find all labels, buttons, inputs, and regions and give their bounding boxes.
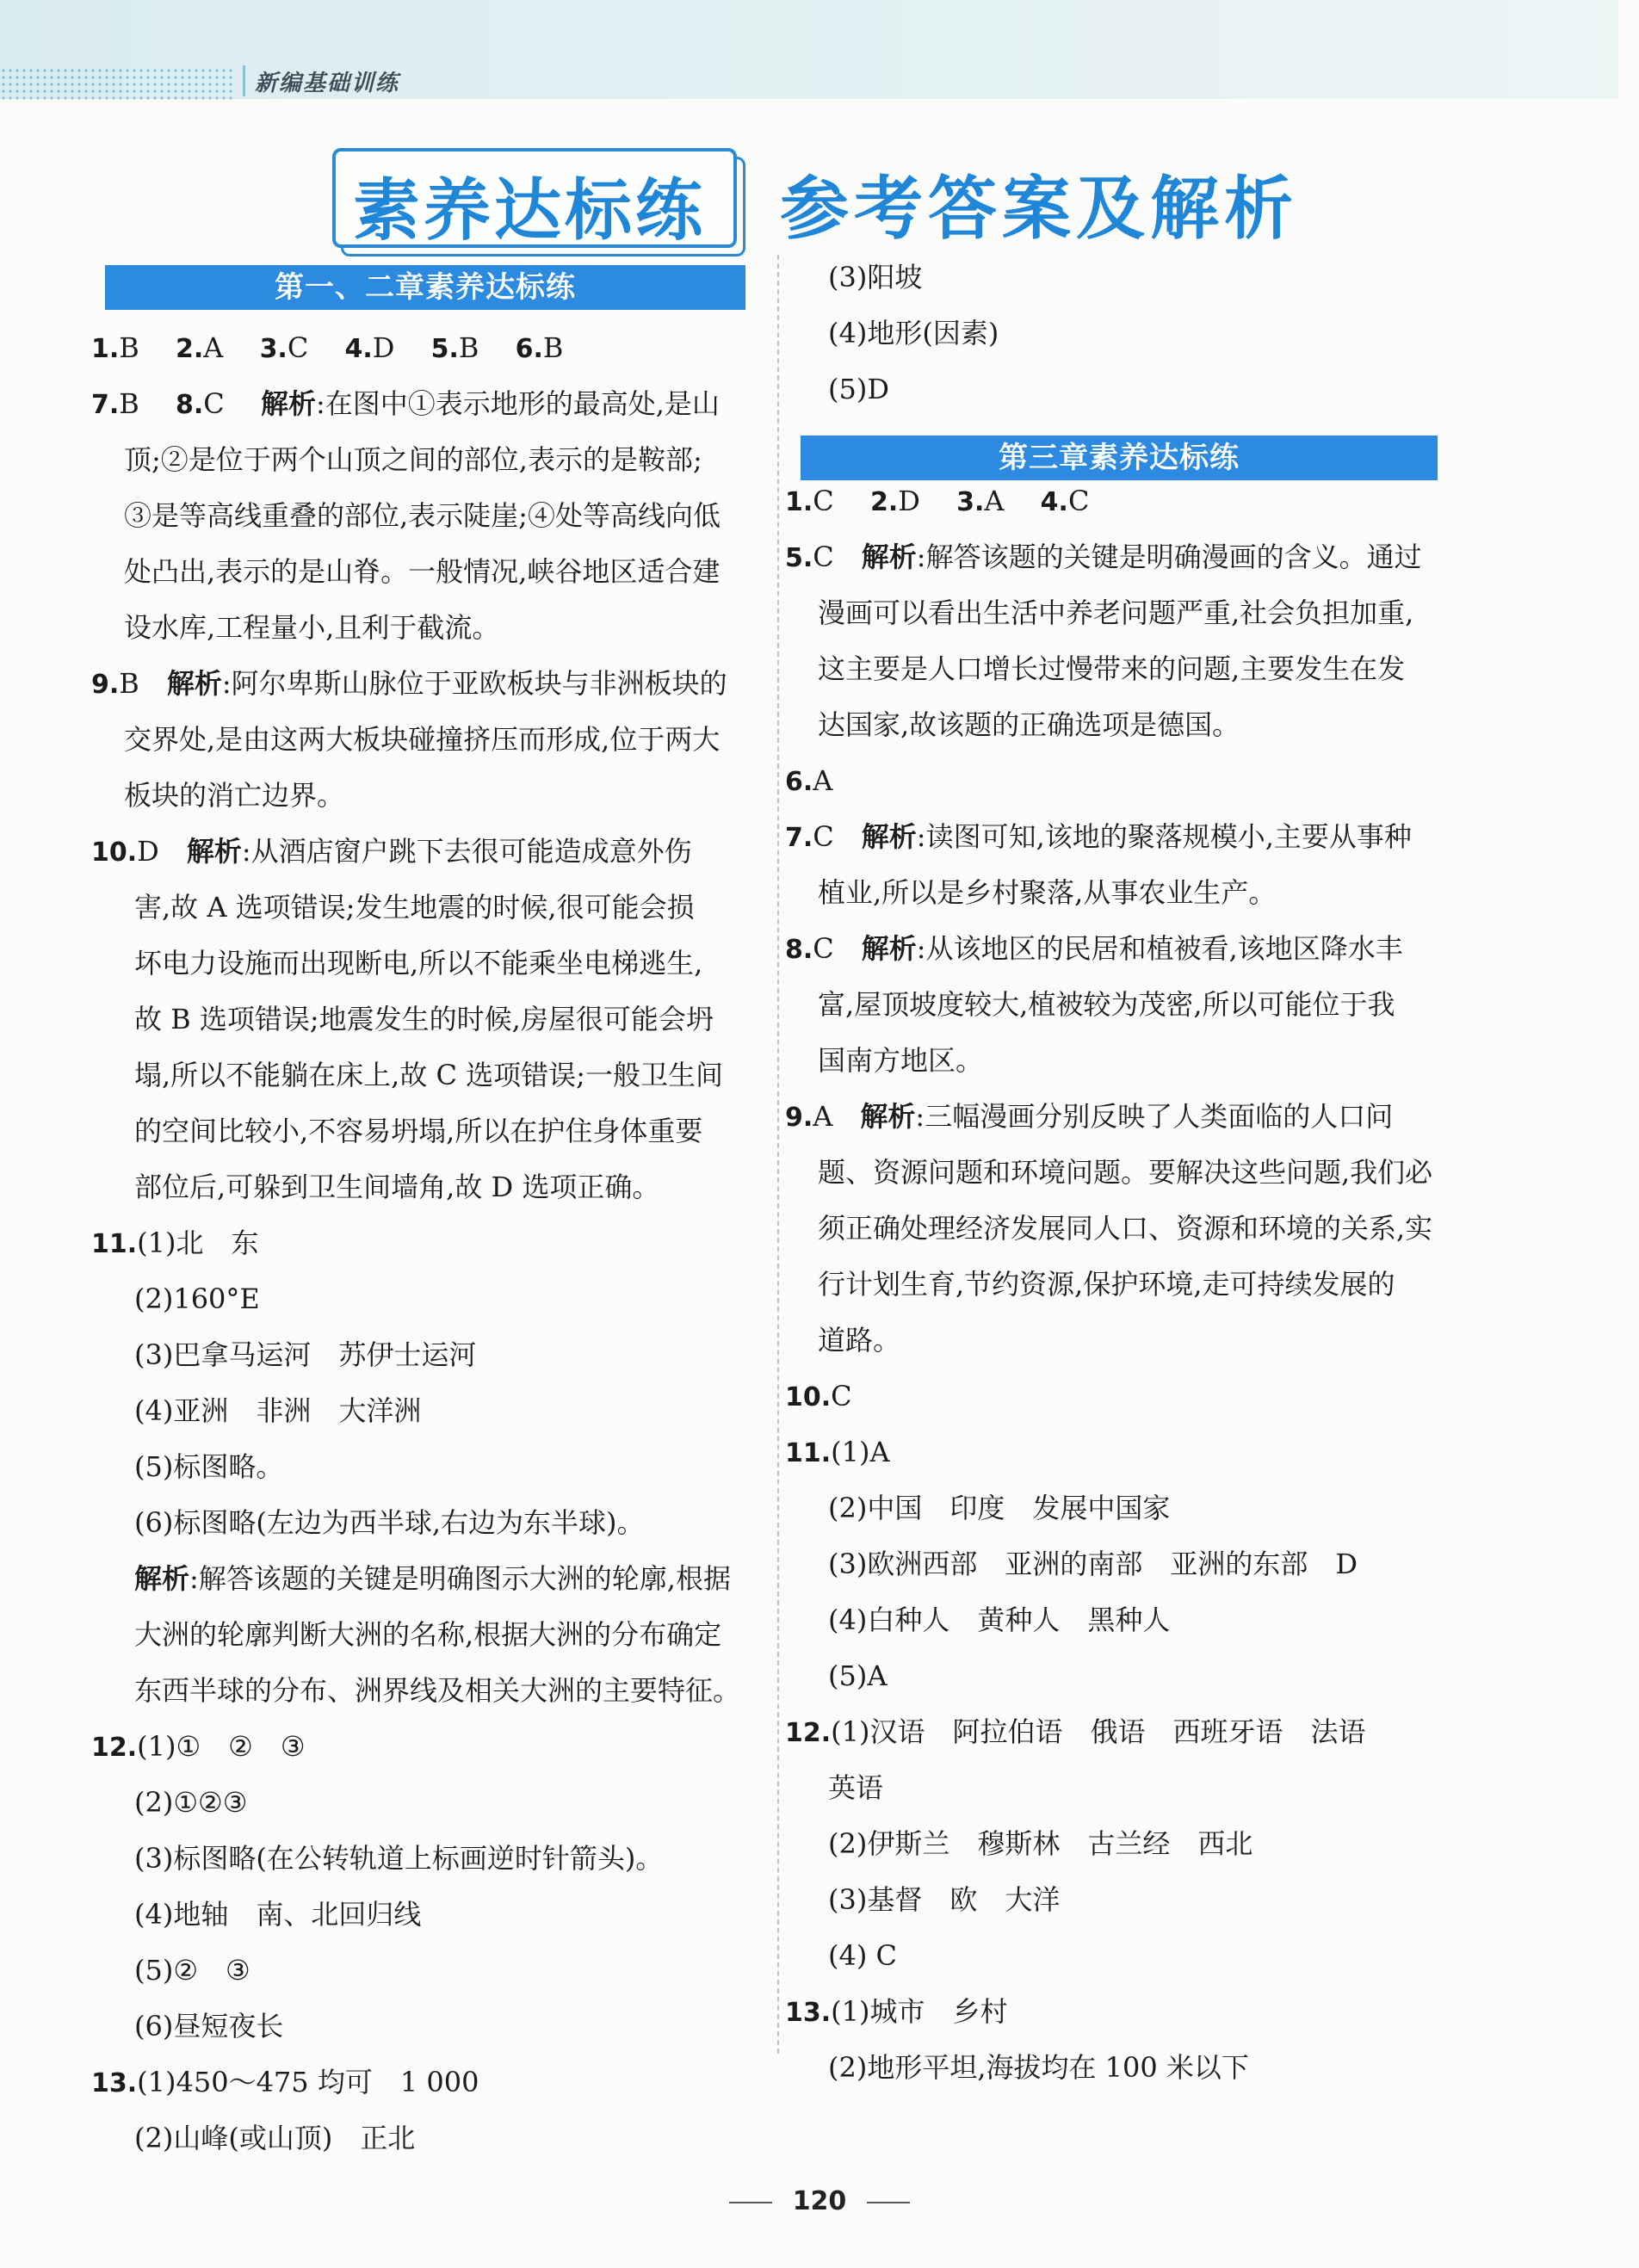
answer: A [203,331,251,364]
analysis-text: :阿尔卑斯山脉位于亚欧板块与非洲板块的 [221,667,727,700]
analysis-text: 须正确处理经济发展同人口、资源和环境的关系,实 [818,1212,1433,1245]
answer: C [287,331,337,364]
answer-10 [785,1369,1457,1424]
answer: B [119,331,167,364]
analysis-text: 达国家,故该题的正确选项是德国。 [818,708,1240,741]
answer-10 [91,824,766,880]
answer: (3)标图略(在公转轨道上标画逆时针箭头)。 [134,1842,664,1875]
answer: C [813,820,862,853]
analysis-text: 坏电力设施而出现断电,所以不能乘坐电梯逃生, [134,947,703,980]
answer: (2)地形平坦,海拔均在 100 米以下 [828,2051,1249,2084]
q-number: 11. [91,1229,138,1259]
page-number-dash-left [729,2202,772,2203]
analysis-label: 解析 [861,820,917,853]
analysis-text: 东西半球的分布、洲界线及相关大洲的主要特征。 [134,1674,741,1707]
analysis-text: 的空间比较小,不容易坍塌,所以在护住身体重要 [134,1115,703,1147]
left-column [91,320,766,2166]
q-number: 2. [869,487,899,517]
analysis-text: 部位后,可躲到卫生间墙角,故 D 选项正确。 [134,1171,660,1203]
answer-row-1-6 [91,320,766,376]
right-column [785,250,1457,2096]
analysis-text: 植业,所以是乡村聚落,从事农业生产。 [818,876,1277,909]
q-number: 9. [91,670,120,700]
analysis-text: 大洲的轮廓判断大洲的名称,根据大洲的分布确定 [134,1618,722,1651]
q-number: 4. [344,334,373,364]
answer: (1)汉语 阿拉伯语 俄语 西班牙语 法语 [831,1715,1366,1748]
page-number-value: 120 [792,2186,847,2216]
q-number: 12. [785,1718,832,1748]
header-dot-pattern [0,67,232,100]
answer: C [1067,485,1090,517]
q-number: 10. [91,837,138,868]
analysis-text: :在图中①表示地形的最高处,是山 [315,387,720,420]
answer-7-8 [91,376,766,432]
analysis-text: :从酒店窗户跳下去很可能造成意外伤 [241,835,692,868]
answer: (5)② ③ [134,1954,250,1987]
q-number: 9. [785,1103,813,1133]
analysis-label: 解析 [861,541,917,573]
answer: B [119,667,167,700]
answer-11-1 [785,1424,1457,1480]
answer-6 [785,753,1457,809]
answer: 英语 [828,1771,884,1804]
answer-9 [91,656,766,712]
analysis-text: 交界处,是由这两大板块碰撞挤压而形成,位于两大 [124,723,721,756]
answer-7 [785,809,1457,865]
q-number: 4. [1040,487,1068,517]
q-number: 5. [785,543,813,573]
header-divider [243,65,245,96]
q-number: 8. [785,935,813,965]
answer: C [831,1380,852,1412]
answer: (2)山峰(或山顶) 正北 [134,2122,416,2154]
q-number: 13. [785,1998,832,2028]
q-number: 3. [259,334,288,364]
answer: (4) C [828,1939,897,1972]
series-name: 新编基础训练 [255,71,400,96]
q-number: 7. [785,823,813,853]
title-boxed-text: 素养达标练 [353,172,707,250]
section-heading-ch3: 第三章素养达标练 [801,436,1438,480]
q-number: 13. [91,2068,138,2098]
q-number: 6. [785,767,813,797]
answer-12-1 [785,1704,1457,1760]
answer-row-1-4 [785,473,1457,529]
answer: (2)160°E [134,1282,260,1315]
analysis-text: 塌,所以不能躺在床上,故 C 选项错误;一般卫生间 [134,1059,723,1091]
answer: C [813,932,862,965]
answer: (4)地轴 南、北回归线 [134,1898,422,1931]
answer: B [542,331,564,364]
answer-12-1 [91,1719,766,1775]
analysis-text: 这主要是人口增长过慢带来的问题,主要发生在发 [818,652,1406,685]
analysis-text: 题、资源问题和环境问题。要解决这些问题,我们必 [818,1156,1433,1189]
q-number: 12. [91,1733,138,1763]
answer: (6)昼短夜长 [134,2010,284,2042]
q-number: 11. [785,1438,832,1468]
analysis-text: 处凸出,表示的是山脊。一般情况,峡谷地区适合建 [124,555,721,588]
answer: (1)① ② ③ [137,1730,306,1763]
answer: (6)标图略(左边为西半球,右边为东半球)。 [134,1506,645,1539]
analysis-text: 顶;②是位于两个山顶之间的部位,表示的是鞍部; [124,443,702,476]
answer: (1)北 东 [137,1227,259,1259]
analysis-text: 行计划生育,节约资源,保护环境,走可持续发展的 [818,1268,1395,1301]
section-heading-ch1-2: 第一、二章素养达标练 [105,265,745,310]
answer: A [813,764,833,797]
q-number: 1. [91,334,120,364]
answer: (3)欧洲西部 亚洲的南部 亚洲的东部 D [828,1548,1358,1580]
q-number: 1. [785,487,813,517]
analysis-11 [91,1551,766,1607]
analysis-text: 国南方地区。 [818,1044,984,1077]
analysis-label: 解析 [186,835,242,868]
analysis-text: 设水库,工程量小,且利于截流。 [124,611,500,644]
answer: (1)A [831,1436,890,1468]
analysis-text: 道路。 [818,1324,901,1356]
analysis-text: :读图可知,该地的聚落规模小,主要从事种 [916,820,1412,853]
answer: (2)中国 印度 发展中国家 [828,1492,1171,1524]
answer: (3)基督 欧 大洋 [828,1883,1061,1916]
answer-8 [785,921,1457,977]
answer: C [813,541,862,573]
analysis-label: 解析 [860,1100,916,1133]
analysis-text: 漫画可以看出生活中养老问题严重,社会负担加重, [818,596,1414,629]
q-number: 5. [430,334,459,364]
column-divider [777,255,779,2054]
answer-5 [785,529,1457,585]
answer: (1)450～475 均可 1 000 [137,2066,479,2098]
answer: B [119,387,167,420]
answer: A [984,485,1032,517]
analysis-text: 富,屋顶坡度较大,植被较为茂密,所以可能位于我 [818,988,1395,1021]
answer-13-1 [91,2055,766,2110]
answer: C [813,485,862,517]
analysis-text: :解答该题的关键是明确图示大洲的轮廓,根据 [189,1562,731,1595]
q-number: 3. [956,487,985,517]
analysis-label: 解析 [861,932,917,965]
analysis-text: 故 B 选项错误;地震发生的时候,房屋很可能会坍 [134,1003,714,1035]
answer: (2)伊斯兰 穆斯林 古兰经 西北 [828,1827,1253,1860]
answer: D [137,835,187,868]
answer: (5)A [828,1659,888,1692]
q-number: 10. [785,1382,832,1412]
answer: (3)巴拿马运河 苏伊士运河 [134,1338,477,1371]
analysis-text: :从该地区的民居和植被看,该地区降水丰 [916,932,1403,965]
answer: B [458,331,507,364]
page-number-dash-right [867,2202,910,2203]
q-number: 7. [91,390,120,420]
analysis-label: 解析 [260,387,316,420]
answer-13-1 [785,1984,1457,2040]
answer: D [372,331,423,364]
q-number: 2. [175,334,204,364]
answer: D [898,485,948,517]
answer: C [203,387,252,420]
answer-9 [785,1089,1457,1145]
analysis-text: ③是等高线重叠的部位,表示陡崖;④处等高线向低 [124,499,721,532]
analysis-text: 板块的消亡边界。 [124,779,345,812]
page-title: 参考答案及解析 [780,169,1298,249]
answer: (4)地形(因素) [828,317,999,349]
answer: (1)城市 乡村 [831,1995,1008,2028]
answer: (3)阳坡 [828,261,923,294]
analysis-text: :解答该题的关键是明确漫画的含义。通过 [916,541,1422,573]
q-number: 6. [515,334,543,364]
answer: (5)D [828,373,889,405]
analysis-text: :三幅漫画分别反映了人类面临的人口问 [915,1100,1394,1133]
analysis-label: 解析 [134,1562,190,1595]
q-number: 8. [175,390,204,420]
analysis-label: 解析 [166,667,222,700]
answer: (2)①②③ [134,1786,248,1819]
analysis-text: 害,故 A 选项错误;发生地震的时候,很可能会损 [134,891,695,924]
answer: (4)白种人 黄种人 黑种人 [828,1604,1171,1636]
answer: (4)亚洲 非洲 大洋洲 [134,1394,422,1427]
heading-spacer [785,417,1457,473]
answer: (5)标图略。 [134,1450,284,1483]
answer-11-1 [91,1215,766,1271]
answer: A [813,1100,861,1133]
page-number [0,2186,1639,2216]
